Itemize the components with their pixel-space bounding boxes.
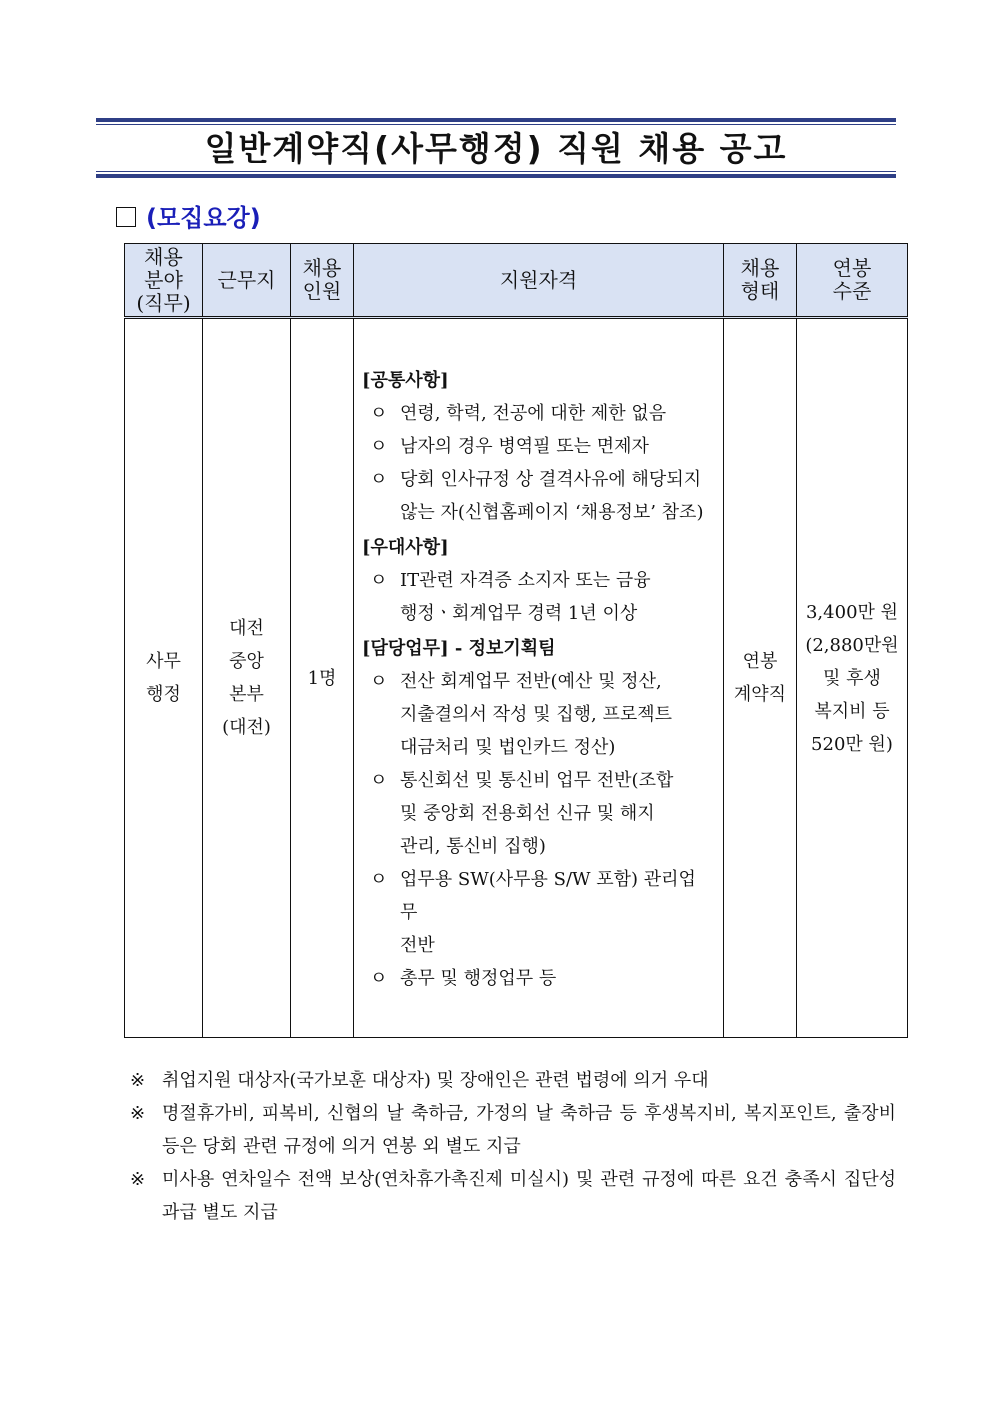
title-bottom-rule (96, 174, 896, 178)
note-item (130, 1163, 896, 1229)
header-field-line3: (직무) (136, 290, 191, 315)
bullet-icon: ㅇ (370, 670, 388, 692)
list-item-text: 전산 회계업무 전반(예산 및 정산, (400, 670, 662, 692)
location-line4: (대전) (222, 717, 271, 738)
list-item-continuation: 전반 (400, 934, 435, 956)
bullet-icon: ㅇ (370, 769, 388, 791)
type-line2: 계약직 (733, 684, 787, 705)
bullet-icon: ㅇ (370, 868, 388, 890)
table-header-row (125, 244, 908, 318)
title-bottom-rule-thin (96, 171, 896, 172)
bullet-icon: ㅇ (370, 468, 388, 490)
list-item (362, 564, 713, 597)
header-salary-line2: 수준 (832, 279, 872, 303)
list-item-continuation: 관리, 통신비 집행) (400, 835, 546, 857)
header-type (724, 244, 797, 318)
header-field-line1: 채용 (144, 244, 183, 269)
common-title: [공통사항] (362, 369, 449, 391)
cell-headcount: 1명 (291, 318, 354, 1038)
header-field-line2: 분야 (144, 267, 183, 292)
type-line1: 연봉 (742, 651, 778, 672)
notes-section (130, 1064, 896, 1229)
bullet-icon: ㅇ (370, 402, 388, 424)
salary-line2: (2,880만원 (805, 634, 899, 656)
table-row (125, 318, 908, 1038)
salary-line5: 520만 원) (811, 733, 893, 755)
cell-qualification (354, 318, 724, 1038)
reference-mark-icon: ※ (130, 1070, 146, 1091)
bullet-icon: ㅇ (370, 435, 388, 457)
title-banner (96, 118, 896, 178)
note-item (130, 1064, 896, 1097)
header-field (125, 244, 203, 318)
title-top-rule (96, 118, 896, 122)
note-item (130, 1097, 896, 1163)
cell-field (125, 318, 203, 1038)
list-item (362, 665, 713, 698)
list-item-text: 당회 인사규정 상 결격사유에 해당되지 (400, 468, 702, 490)
salary-line4: 복지비 등 (814, 700, 890, 722)
page-title: 일반계약직(사무행정) 직원 채용 공고 (204, 129, 788, 168)
pref-title: [우대사항] (362, 536, 449, 558)
header-headcount-line2: 인원 (302, 279, 342, 303)
note-text: 명절휴가비, 피복비, 신협의 날 축하금, 가정의 날 축하금 등 후생복지비, 복지포인트, 출장비 등은 당회 관련 규정에 의거 연봉 외 별도 지급 (162, 1103, 896, 1157)
list-item (362, 863, 713, 929)
list-item-continuation: 및 중앙회 전용회선 신규 및 해지 (400, 802, 655, 824)
list-item (362, 430, 713, 463)
cell-location (203, 318, 291, 1038)
salary-line3: 및 후생 (823, 667, 881, 689)
header-headcount-line1: 채용 (302, 256, 342, 280)
cell-salary (797, 318, 908, 1038)
section-label: (모집요강) (146, 204, 261, 232)
header-location: 근무지 (203, 244, 291, 318)
reference-mark-icon: ※ (130, 1169, 146, 1190)
list-item (362, 764, 713, 797)
list-item-text: 총무 및 행정업무 등 (400, 967, 557, 989)
header-qualification: 지원자격 (354, 244, 724, 318)
location-line3: 본부 (229, 684, 264, 705)
location-line2: 중앙 (229, 651, 264, 672)
field-line2: 행정 (146, 684, 181, 705)
list-item-continuation: 지출결의서 작성 및 집행, 프로젝트 (400, 703, 673, 725)
list-item-text: IT관련 자격증 소지자 또는 금융 (400, 569, 651, 591)
header-salary-line1: 연봉 (832, 256, 872, 280)
header-headcount (291, 244, 354, 318)
list-item-text: 통신회선 및 통신비 업무 전반(조합 (400, 769, 674, 791)
list-item-text: 남자의 경우 병역필 또는 면제자 (400, 435, 649, 457)
list-item (362, 397, 713, 430)
header-salary (797, 244, 908, 318)
title-top-rule-thin (96, 124, 896, 125)
list-item (362, 463, 713, 496)
list-item (362, 962, 713, 995)
cell-type (724, 318, 797, 1038)
list-item-continuation: 행정ㆍ회계업무 경력 1년 이상 (400, 602, 638, 624)
section-heading (116, 198, 261, 233)
list-item-continuation: 않는 자(신협홈페이지 ‘채용정보’ 참조) (400, 501, 704, 523)
header-type-line1: 채용 (740, 256, 780, 280)
duty-title: [담당업무] - 정보기획팀 (362, 637, 556, 659)
header-type-line2: 형태 (740, 279, 780, 303)
list-item-continuation: 대금처리 및 법인카드 정산) (400, 736, 616, 758)
recruitment-table (124, 243, 908, 1038)
checkbox-square-icon (116, 207, 136, 227)
list-item-text: 업무용 SW(사무용 S/W 포함) 관리업무 (400, 868, 696, 923)
note-text: 취업지원 대상자(국가보훈 대상자) 및 장애인은 관련 법령에 의거 우대 (162, 1070, 709, 1091)
reference-mark-icon: ※ (130, 1103, 146, 1124)
bullet-icon: ㅇ (370, 967, 388, 989)
field-line1: 사무 (146, 651, 181, 672)
salary-line1: 3,400만 원 (805, 601, 899, 623)
bullet-icon: ㅇ (370, 569, 388, 591)
list-item-text: 연령, 학력, 전공에 대한 제한 없음 (400, 402, 667, 424)
note-text: 미사용 연차일수 전액 보상(연차휴가촉진제 미실시) 및 관련 규정에 따른 요건 충족시 집단성과급 별도 지급 (162, 1169, 896, 1223)
location-line1: 대전 (229, 618, 264, 639)
